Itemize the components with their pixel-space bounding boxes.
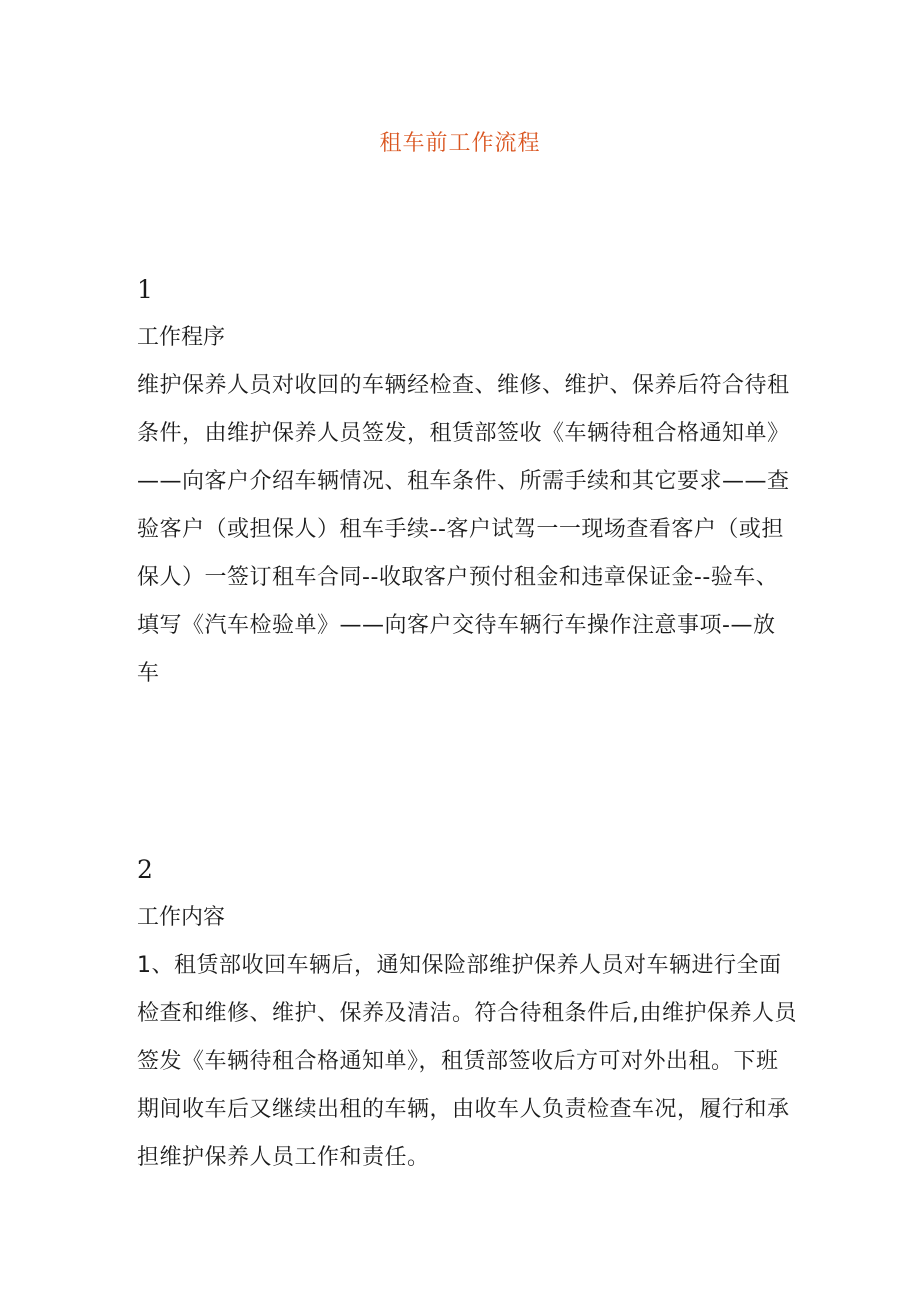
section-body-text: 维护保养人员对收回的车辆经检查、维修、维护、保养后符合待租条件，由维护保养人员签发，租赁部签收《车辆待租合格通知单》——向客户介绍车辆情况、租车条件、所需手续和其它要求——查验客户（或担保人）租车手续--客户试驾一一现场查看客户（或担保人）一签订租车合同--收取客户预付租金和违章保证金--验车、填写《汽车检验单》——向客户交待车辆行车操作注意事项-—放车 xyxy=(137,373,790,686)
section-work-content xyxy=(137,855,797,1182)
section-body-text: 1、租赁部收回车辆后，通知保险部维护保养人员对车辆进行全面检查和维修、维护、保养及清洁。符合待租条件后,由维护保养人员签发《车辆待租合格通知单》，租赁部签收后方可对外出租。下班期间收车后又继续出租的车辆，由收车人负责检查车况，履行和承担维护保养人员工作和责任。 xyxy=(137,953,797,1170)
document-title: 租车前工作流程 xyxy=(379,131,541,156)
section-number: 1 xyxy=(137,275,153,304)
section-number: 2 xyxy=(137,855,153,884)
section-work-procedure xyxy=(137,275,797,698)
section-heading: 工作内容 xyxy=(137,905,226,930)
section-heading: 工作程序 xyxy=(137,325,226,350)
